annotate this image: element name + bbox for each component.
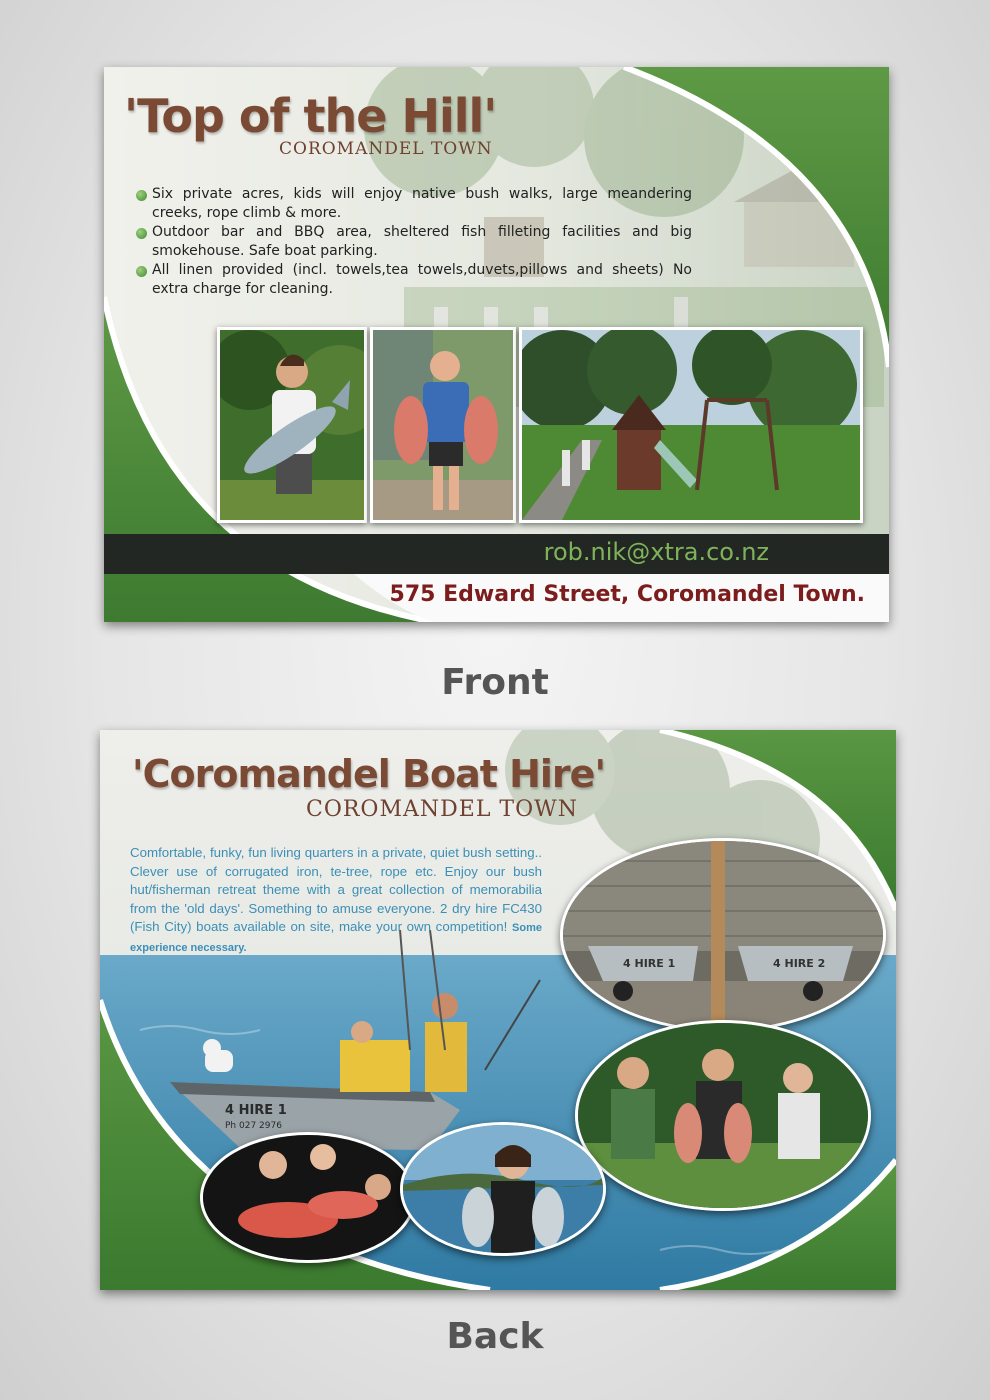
- oval-photo-kids-with-snapper: [200, 1132, 416, 1263]
- email-link[interactable]: rob.nik@xtra.co.nz: [543, 538, 769, 566]
- description-text: Comfortable, funky, fun living quarters in a private, quiet bush setting.. Clever use of corrugated iron, te-tree, rope etc. Enjoy our bush hut/fisherman retreat theme with a great collection of memorabilia from the 'old days'. Something to amuse everyone. 2 dry hire FC430 (Fish City) boats available on site, make your own competition!: [130, 845, 542, 934]
- back-card: [100, 730, 896, 1290]
- photo-playground: [519, 327, 863, 523]
- email-bar: [104, 534, 889, 574]
- photo-man-with-snapper: [370, 327, 516, 523]
- trailer-boat-2-text: 4 HIRE 2: [773, 957, 826, 970]
- back-subtitle: COROMANDEL TOWN: [306, 797, 579, 822]
- bullet-text: Outdoor bar and BBQ area, sheltered fish filleting facilities and big smokehouse. Safe boat parking.: [152, 224, 692, 259]
- bullet-text: All linen provided (incl. towels,tea towels,duvets,pillows and sheets) No extra charge for cleaning.: [152, 262, 692, 297]
- oval-photo-woman-with-fish: [400, 1122, 606, 1256]
- front-subtitle: COROMANDEL TOWN: [279, 139, 493, 159]
- oval-photo-men-with-fish: [575, 1020, 871, 1211]
- bullet-item: [136, 223, 692, 261]
- bullet-item: [136, 185, 692, 223]
- front-title: 'Top of the Hill': [124, 89, 497, 143]
- bullet-icon: [136, 266, 147, 277]
- back-description: [130, 844, 542, 957]
- oval-photo-boats-in-shed: [560, 838, 886, 1032]
- photo-boy-with-fish: [217, 327, 367, 523]
- trailer-boat-1-text: 4 HIRE 1: [623, 957, 676, 970]
- front-card: [104, 67, 889, 622]
- back-label: Back: [446, 1316, 544, 1357]
- boat-name-text: 4 HIRE 1: [225, 1103, 287, 1118]
- bullet-icon: [136, 190, 147, 201]
- bullet-icon: [136, 228, 147, 239]
- back-title: 'Coromandel Boat Hire': [132, 752, 606, 796]
- boat-phone-text: Ph 027 2976: [225, 1121, 282, 1131]
- front-address: 575 Edward Street, Coromandel Town.: [389, 582, 865, 607]
- bullet-text: Six private acres, kids will enjoy native bush walks, large meandering creeks, rope climb & more.: [152, 186, 692, 221]
- bullet-item: [136, 261, 692, 299]
- description-note: Some experience necessary.: [130, 922, 542, 954]
- front-bullet-list: [136, 185, 692, 299]
- front-label: Front: [441, 662, 549, 703]
